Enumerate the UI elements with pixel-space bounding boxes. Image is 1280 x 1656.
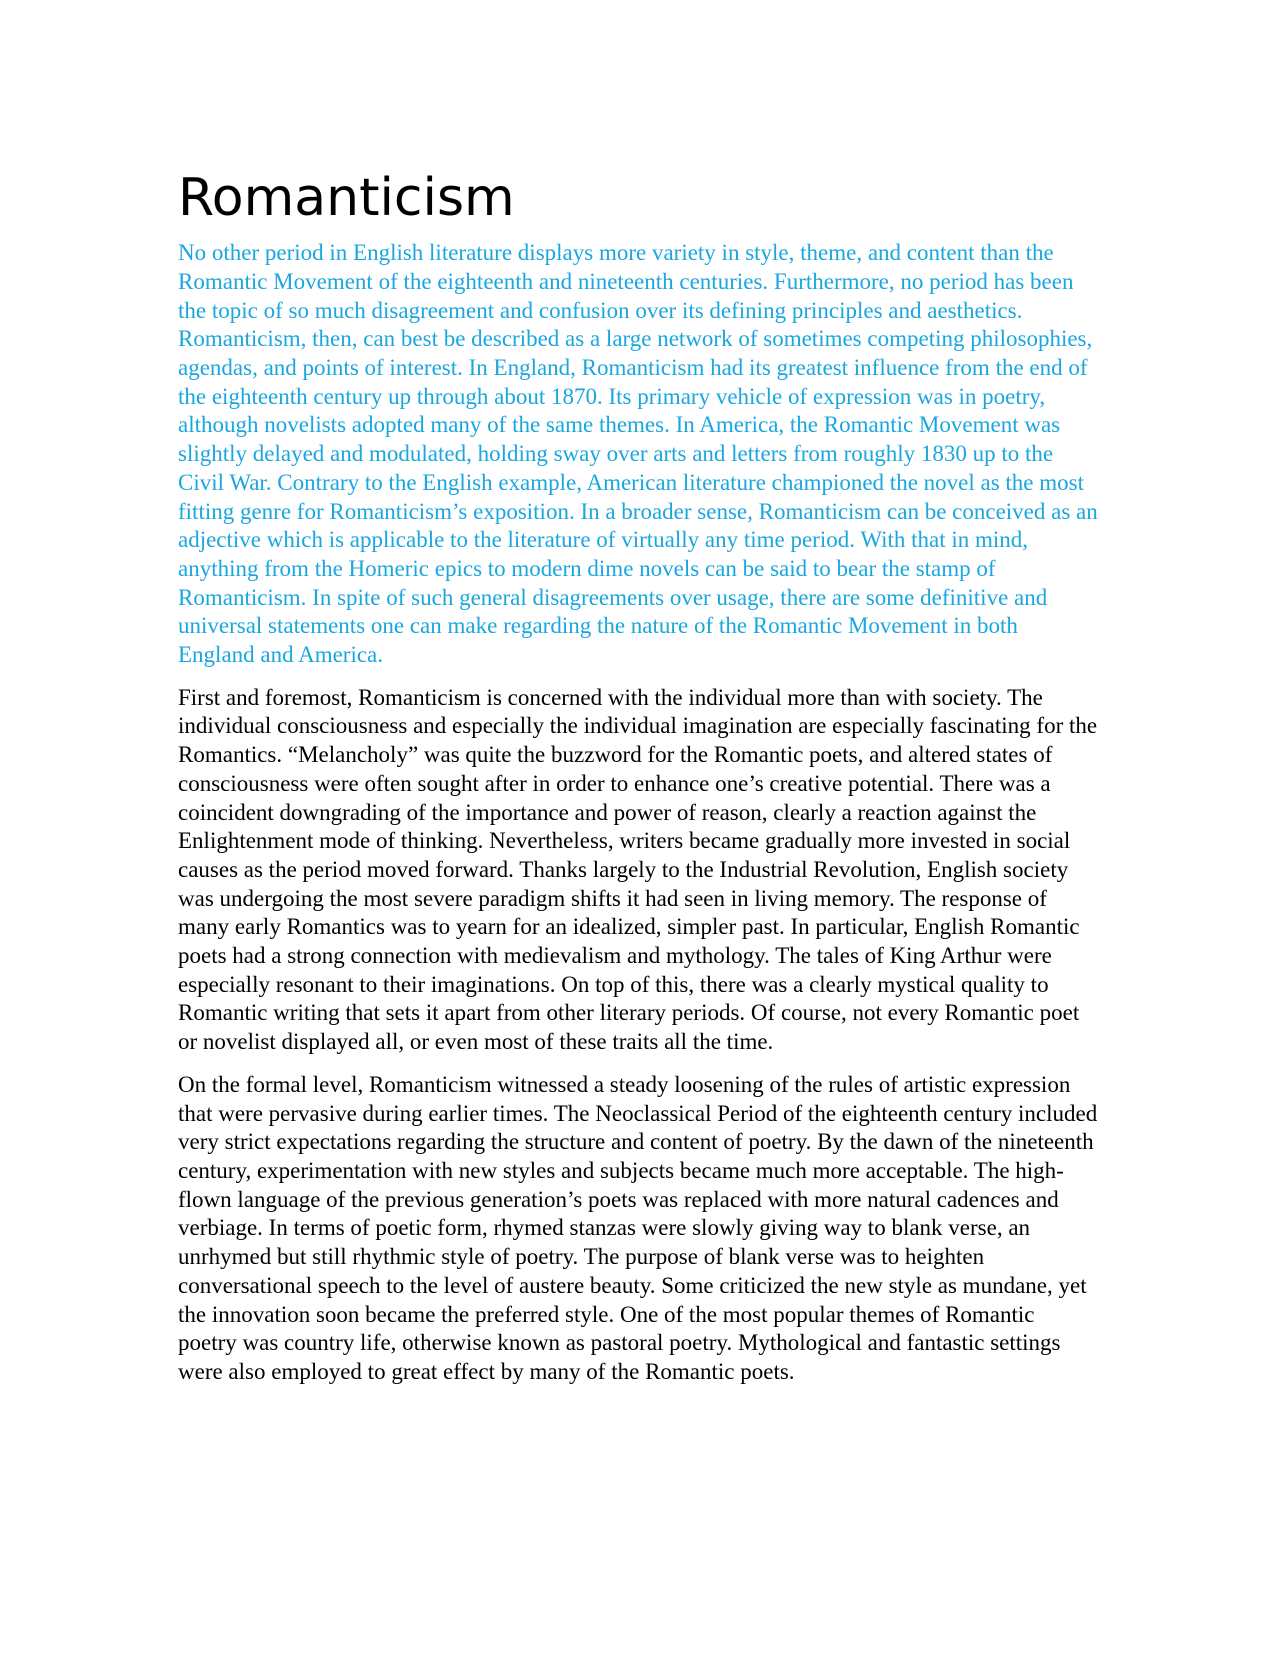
body-paragraph-individualism: First and foremost, Romanticism is concerned with the individual more than with society. The individual consciousness and especially the individual imagination are especially fascinating for the Romantics. “Melancholy” was quite the buzzword for the Romantic poets, and altered states of consciousness were often sought after in order to enhance one’s creative potential. There was a coincident downgrading of the importance and power of reason, clearly a reaction against the Enlightenment mode of thinking. Nevertheless, writers became gradually more invested in social causes as the period moved forward. Thanks largely to the Industrial Revolution, English society was undergoing the most severe paradigm shifts it had seen in living memory. The response of many early Romantics was to yearn for an idealized, simpler past. In particular, English Romantic poets had a strong connection with medievalism and mythology. The tales of King Arthur were especially resonant to their imaginations. On top of this, there was a clearly mystical quality to Romantic writing that sets it apart from other literary periods. Of course, not every Romantic poet or novelist displayed all, or even most of these traits all the time. xyxy=(178,684,1098,1055)
body-paragraph-formal-level: On the formal level, Romanticism witnessed a steady loosening of the rules of artistic expression that were pervasive during earlier times. The Neoclassical Period of the eighteenth century included very strict expectations regarding the structure and content of poetry. By the dawn of the nineteenth century, experimentation with new styles and subjects became much more acceptable. The high-flown language of the previous generation’s poets was replaced with more natural cadences and verbiage. In terms of poetic form, rhymed stanzas were slowly giving way to blank verse, an unrhymed but still rhythmic style of poetry. The purpose of blank verse was to heighten conversational speech to the level of austere beauty. Some criticized the new style as mundane, yet the innovation soon became the preferred style. One of the most popular themes of Romantic poetry was country life, otherwise known as pastoral poetry. Mythological and fantastic settings were also employed to great effect by many of the Romantic poets. xyxy=(178,1071,1098,1384)
document-title: Romanticism xyxy=(178,168,515,228)
document-page xyxy=(178,170,1098,1401)
intro-paragraph: No other period in English literature displays more variety in style, theme, and content than the Romantic Movement of the eighteenth and nineteenth centuries. Furthermore, no period has been the topic of so much disagreement and confusion over its defining principles and aesthetics. Romanticism, then, can best be described as a large network of sometimes competing philosophies, agendas, and points of interest. In England, Romanticism had its greatest influence from the end of the eighteenth century up through about 1870. Its primary vehicle of expression was in poetry, although novelists adopted many of the same themes. In America, the Romantic Movement was slightly delayed and modulated, holding sway over arts and letters from roughly 1830 up to the Civil War. Contrary to the English example, American literature championed the novel as the most fitting genre for Romanticism’s exposition. In a broader sense, Romanticism can be conceived as an adjective which is applicable to the literature of virtually any time period. With that in mind, anything from the Homeric epics to modern dime novels can be said to bear the stamp of Romanticism. In spite of such general disagreements over usage, there are some definitive and universal statements one can make regarding the nature of the Romantic Movement in both England and America. xyxy=(178,240,1098,668)
